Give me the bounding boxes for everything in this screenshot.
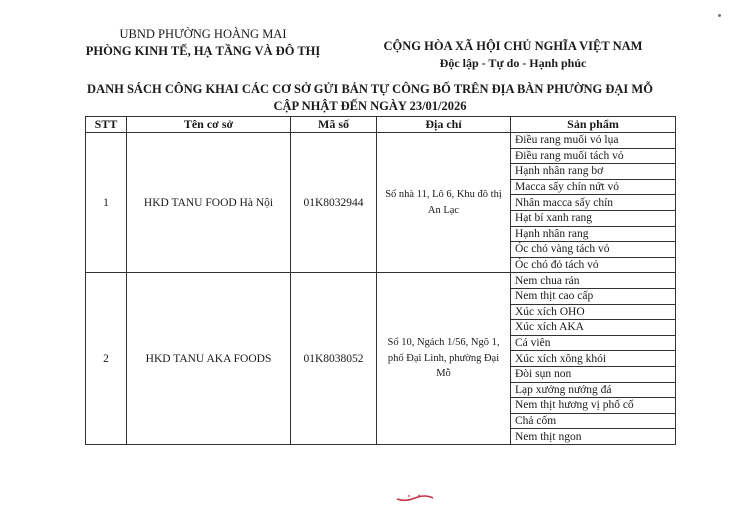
product-item: Nem chua rán bbox=[511, 273, 676, 289]
red-stamp-mark bbox=[395, 493, 435, 503]
table-header-row bbox=[86, 117, 676, 133]
product-item: Nem thịt ngon bbox=[511, 429, 676, 445]
title-line-2: CẬP NHẬT ĐẾN NGÀY 23/01/2026 bbox=[273, 98, 467, 113]
title-line-1: DANH SÁCH CÔNG KHAI CÁC CƠ SỞ GỬI BẢN TỰ CÔNG BỐ TRÊN ĐỊA BÀN PHƯỜNG ĐẠI MỖ bbox=[87, 82, 653, 96]
header-address: Địa chỉ bbox=[377, 117, 511, 133]
product-item: Điều rang muối vỏ lụa bbox=[511, 133, 676, 149]
national-header bbox=[368, 38, 658, 71]
product-item: Chả cốm bbox=[511, 413, 676, 429]
agency-parent: UBND PHƯỜNG HOÀNG MAI bbox=[119, 27, 287, 41]
product-item: Nem thịt hương vị phố cổ bbox=[511, 398, 676, 414]
issuing-agency bbox=[78, 26, 328, 60]
product-item: Đòi sụn non bbox=[511, 366, 676, 382]
product-item: Nem thịt cao cấp bbox=[511, 288, 676, 304]
product-item: Hạt bí xanh rang bbox=[511, 210, 676, 226]
nation-name: CỘNG HÒA XÃ HỘI CHỦ NGHĨA VIỆT NAM bbox=[383, 39, 643, 53]
row-name: HKD TANU AKA FOODS bbox=[127, 273, 291, 445]
product-item: Xúc xích AKA bbox=[511, 320, 676, 336]
row-address: Số nhà 11, Lô 6, Khu đô thị An Lạc bbox=[377, 133, 511, 273]
row-address: Số 10, Ngách 1/56, Ngõ 1, phố Đại Linh, phường Đại Mỗ bbox=[377, 273, 511, 445]
header-products: Sản phẩm bbox=[511, 117, 676, 133]
row-name: HKD TANU FOOD Hà Nội bbox=[127, 133, 291, 273]
row-code: 01K8038052 bbox=[291, 273, 377, 445]
product-item: Hạnh nhân rang bơ bbox=[511, 164, 676, 180]
product-item: Macca sấy chín nứt vỏ bbox=[511, 179, 676, 195]
product-item: Nhân macca sấy chín bbox=[511, 195, 676, 211]
product-item: Xúc xích OHO bbox=[511, 304, 676, 320]
header-code: Mã số bbox=[291, 117, 377, 133]
national-motto: Độc lập - Tự do - Hạnh phúc bbox=[439, 55, 587, 70]
table-row bbox=[86, 133, 676, 149]
product-item: Xúc xích xông khói bbox=[511, 351, 676, 367]
product-item: Óc chó đỏ tách vỏ bbox=[511, 257, 676, 273]
agency-name: PHÒNG KINH TẾ, HẠ TẦNG VÀ ĐÔ THỊ bbox=[85, 43, 321, 58]
row-code: 01K8032944 bbox=[291, 133, 377, 273]
header-name: Tên cơ sở bbox=[127, 117, 291, 133]
product-item: Óc chó vàng tách vỏ bbox=[511, 242, 676, 258]
product-item: Lạp xưởng nướng đá bbox=[511, 382, 676, 398]
document-title bbox=[70, 81, 670, 115]
scan-dot bbox=[718, 14, 721, 17]
header-stt: STT bbox=[86, 117, 127, 133]
establishment-table bbox=[85, 116, 676, 445]
row-stt: 1 bbox=[86, 133, 127, 273]
product-item: Điều rang muối tách vỏ bbox=[511, 148, 676, 164]
product-item: Hạnh nhân rang bbox=[511, 226, 676, 242]
row-stt: 2 bbox=[86, 273, 127, 445]
product-item: Cá viên bbox=[511, 335, 676, 351]
table-row bbox=[86, 273, 676, 289]
